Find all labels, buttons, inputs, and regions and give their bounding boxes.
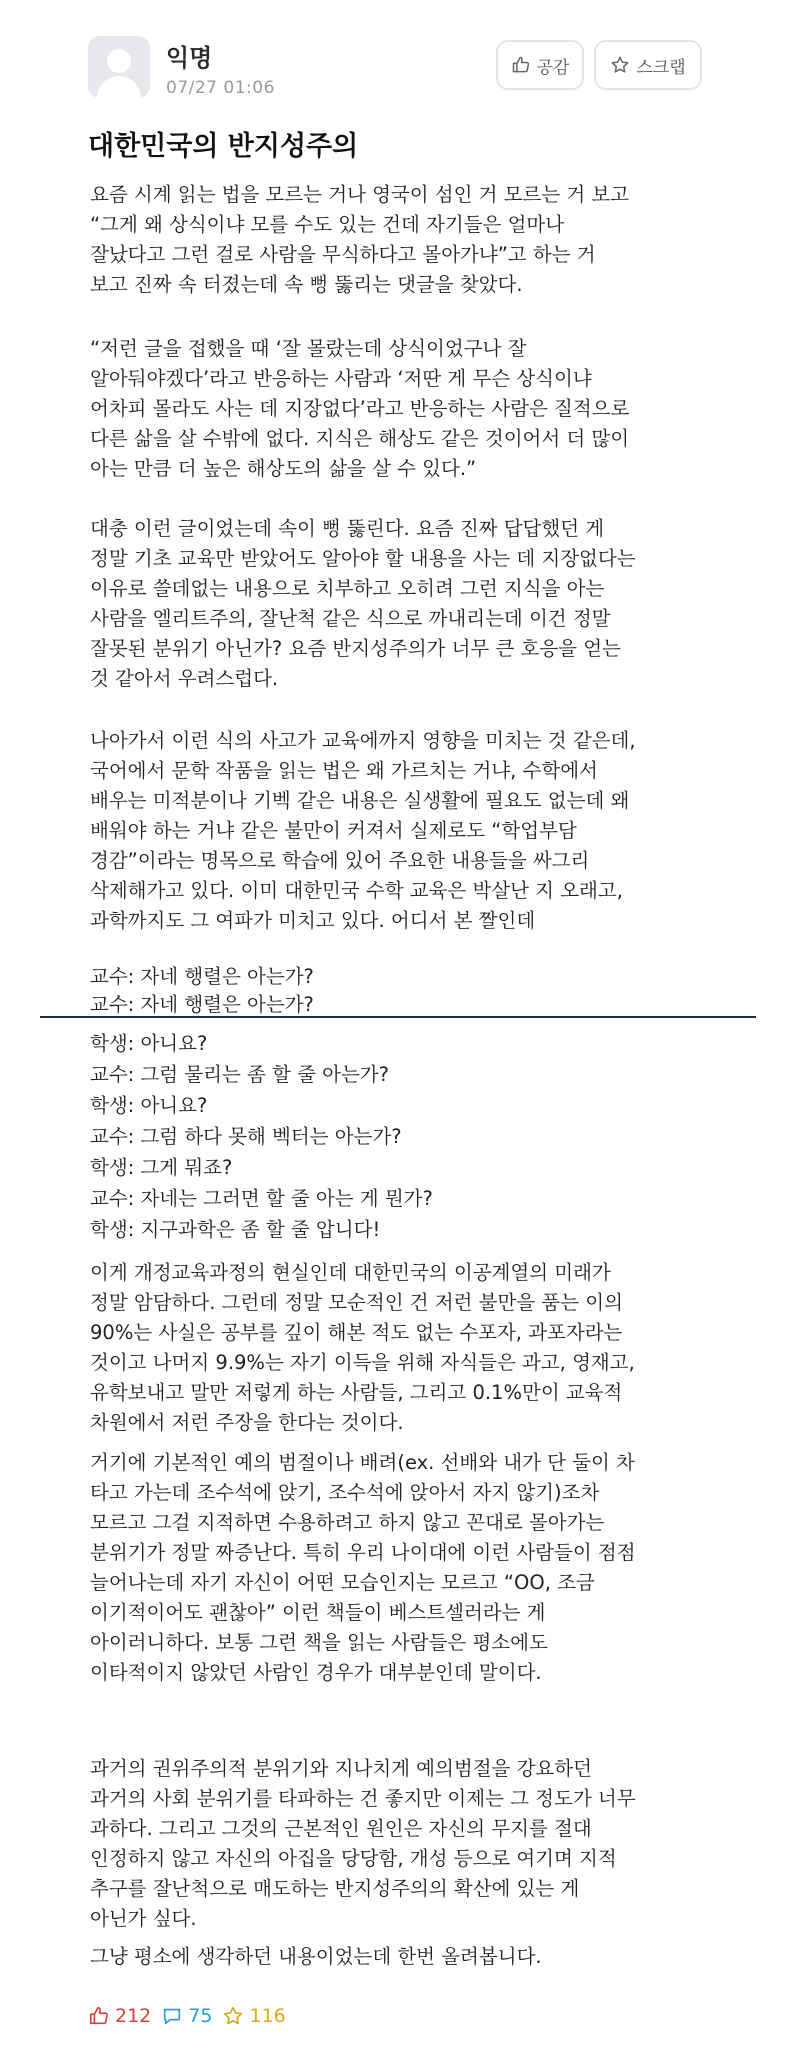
like-button[interactable] <box>496 40 584 90</box>
post-paragraph: 교수: 자네 행렬은 아는가? <box>90 965 314 988</box>
dialogue-line: 교수: 그럼 물리는 좀 할 줄 아는가? <box>90 1063 389 1086</box>
post-paragraph: “저런 글을 접했을 때 ‘잘 몰랐는데 상식이었구나 잘 알아둬야겠다’라고 반응하는 사람과 ‘저딴 게 무슨 상식이냐 어차피 몰라도 사는 데 지장없다’라고 반응하는 사람은 질적으로 다른 삶을 살 수밖에 없다. 지식은 해상도 같은 것이어서 더 많이 아는 만큼 더 높은 해상도의 삶을 살 수 있다.” <box>90 337 630 480</box>
dialogue-line: 학생: 지구과학은 좀 할 줄 압니다! <box>90 1218 381 1241</box>
dialogue-block <box>90 1028 710 1245</box>
post-paragraph: 대충 이런 글이었는데 속이 뻥 뚫린다. 요즘 진짜 답답했던 게 정말 기초 교육만 받았어도 알아야 할 내용을 사는 데 지장없다는 이유로 쓸데없는 내용으로 치부하고 오히려 그런 지식을 아는 사람을 엘리트주의, 잘난척 같은 식으로 까내리는데 이건 정말 잘못된 분위기 아닌가? 요즘 반지성주의가 너무 큰 호응을 얻는 것 같아서 우려스럽다. <box>90 517 636 690</box>
like-count-value: 212 <box>115 2005 152 2027</box>
star-icon <box>610 55 630 75</box>
thumbs-up-icon <box>511 55 531 75</box>
post-paragraph: 과거의 권위주의적 분위기와 지나치게 예의범절을 강요하던 과거의 사회 분위기를 타파하는 건 좋지만 이제는 그 정도가 너무 과하다. 그리고 그것의 근본적인 원인은 자신의 무지를 절대 인정하지 않고 자신의 아집을 당당함, 개성 등으로 여기며 지적 추구를 잘난척으로 매도하는 반지성주의의 확산에 있는 게 아닌가 싶다. <box>90 1757 636 1930</box>
post-stats <box>88 2000 286 2032</box>
post-title: 대한민국의 반지성주의 <box>88 131 359 162</box>
author-name: 익명 <box>166 44 213 72</box>
cut-fragment-text: 교수: 자네 행렬은 아는가? <box>90 993 314 1016</box>
post-paragraph: 나아가서 이런 식의 사고가 교육에까지 영향을 미치는 것 같은데, 국어에서 문학 작품을 읽는 법은 왜 가르치는 거냐, 수학에서 배우는 미적분이나 기벡 같은 내용은 실생활에 필요도 없는데 왜 배워야 하는 거냐 같은 불만이 커져서 실제로도 “학업부담 경감”이라는 명목으로 학습에 있어 주요한 내용들을 싸그리 삭제해가고 있다. 이미 대한민국 수학 교육은 박살난 지 오래고, 과학까지도 그 여파가 미치고 있다. 어디서 본 짤인데 <box>90 729 636 932</box>
scrap-count-value: 116 <box>249 2005 286 2027</box>
like-button-label: 공감 <box>536 57 570 78</box>
speech-bubble-icon <box>161 2005 183 2027</box>
post-paragraph: 이게 개정교육과정의 현실인데 대한민국의 이공계열의 미래가 정말 암담하다. 그런데 정말 모순적인 건 저런 불만을 품는 이의 90%는 사실은 공부를 깊이 해본 적도 없는 수포자, 과포자라는 것이고 나머지 9.9%는 자기 이득을 위해 자식들은 과고, 영재고, 유학보내고 말만 저렇게 하는 사람들, 그리고 0.1%만이 교육적 차원에서 저런 주장을 한다는 것이다. <box>90 1261 635 1434</box>
dialogue-line: 교수: 자네는 그러면 할 줄 아는 게 뭔가? <box>90 1187 433 1210</box>
dialogue-line: 학생: 그게 뭐죠? <box>90 1156 233 1179</box>
avatar <box>88 36 150 98</box>
scrap-button[interactable] <box>594 40 702 90</box>
post-paragraph: 요즘 시계 읽는 법을 모르는 거나 영국이 섬인 거 모르는 거 보고 “그게 왜 상식이냐 모를 수도 있는 건데 자기들은 얼마나 잘났다고 그런 걸로 사람을 무식하다고 몰아가냐”고 하는 거 보고 진짜 속 터졌는데 속 뻥 뚫리는 댓글을 찾았다. <box>90 183 630 296</box>
avatar-head <box>107 49 131 73</box>
post-paragraph: 거기에 기본적인 예의 범절이나 배려(ex. 선배와 내가 단 둘이 차 타고 가는데 조수석에 앉기, 조수석에 앉아서 자지 않기)조차 모르고 그걸 지적하면 수용하려고 하지 않고 꼰대로 몰아가는 분위기가 정말 짜증난다. 특히 우리 나이대에 이런 사람들이 점점 늘어나는데 자기 자신이 어떤 모습인지는 모르고 “OO, 조금 이기적이어도 괜찮아” 이런 책들이 베스트셀러라는 게 아이러니하다. 보통 그런 책을 읽는 사람들은 평소에도 이타적이지 않았던 사람인 경우가 대부분인데 말이다. <box>90 1451 636 1684</box>
avatar-body <box>97 76 141 110</box>
post-paragraph: 그냥 평소에 생각하던 내용이었는데 한번 올려봅니다. <box>90 1945 542 1968</box>
dialogue-line: 학생: 아니요? <box>90 1032 208 1055</box>
post-header <box>88 36 708 106</box>
star-icon <box>222 2005 244 2027</box>
thumbs-up-icon <box>88 2005 110 2027</box>
scrap-count <box>222 2005 285 2027</box>
post-date: 07/27 01:06 <box>166 78 275 98</box>
comment-count-value: 75 <box>188 2005 213 2027</box>
comment-count <box>161 2005 212 2027</box>
scrap-button-label: 스크랩 <box>636 57 686 78</box>
dialogue-line: 학생: 아니요? <box>90 1094 208 1117</box>
image-splice-divider <box>40 1016 756 1018</box>
dialogue-line: 교수: 그럼 하다 못해 벡터는 아는가? <box>90 1125 402 1148</box>
like-count <box>88 2005 151 2027</box>
